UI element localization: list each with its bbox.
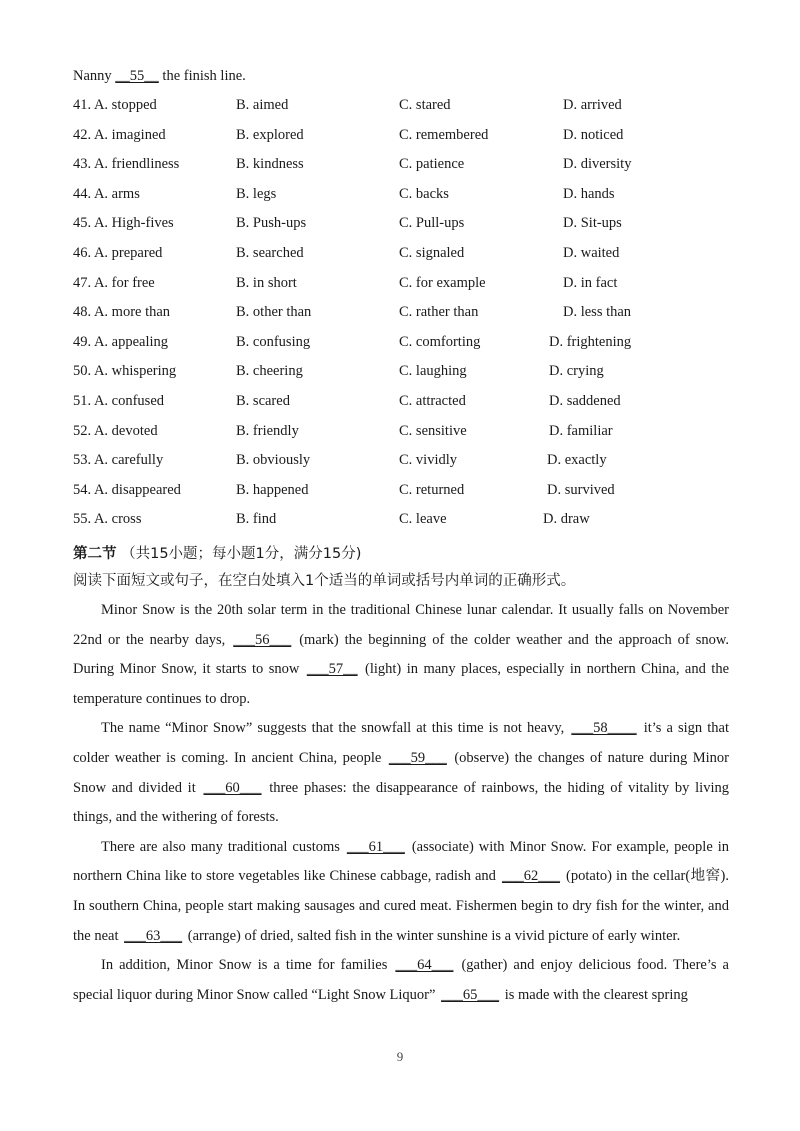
- intro-suffix: the finish line.: [158, 68, 246, 84]
- option-d: D. hands: [563, 185, 615, 202]
- blank-60: ___60___: [203, 779, 262, 796]
- paragraph-2: [73, 714, 729, 832]
- option-d: D. diversity: [563, 156, 632, 173]
- option-d: D. draw: [543, 511, 590, 528]
- option-a: 46. A. prepared: [73, 244, 163, 261]
- blank-63: ___63___: [124, 927, 183, 944]
- option-c: C. sensitive: [399, 422, 467, 439]
- option-d: D. survived: [547, 481, 615, 498]
- option-a: 55. A. cross: [73, 511, 142, 528]
- option-c: C. vividly: [399, 452, 458, 469]
- passage-text: is made with the clearest spring: [501, 986, 688, 1003]
- option-row: [73, 509, 753, 539]
- option-row: [73, 302, 753, 332]
- option-row: [73, 243, 753, 273]
- option-b: B. cheering: [236, 363, 303, 380]
- options-table: [73, 95, 753, 539]
- option-a: 44. A. arms: [73, 185, 140, 202]
- option-b: B. legs: [236, 185, 277, 202]
- option-row: [73, 95, 753, 125]
- option-a: 50. A. whispering: [73, 363, 177, 380]
- option-c: C. comforting: [399, 333, 481, 350]
- passage-text: (associate) with Minor Snow. For example, people in northern China like to store vegetables like Chinese cabbage, radish and: [73, 838, 729, 885]
- option-row: [73, 480, 753, 510]
- option-b: B. aimed: [236, 97, 289, 113]
- option-a: 43. A. friendliness: [73, 156, 180, 173]
- passage-text: There are also many traditional customs: [101, 838, 345, 855]
- option-d: D. familiar: [549, 422, 613, 439]
- option-c: C. stared: [399, 97, 451, 113]
- passage: [73, 596, 729, 1010]
- option-b: B. happened: [236, 481, 309, 498]
- option-b: B. explored: [236, 126, 304, 143]
- blank-56: ___56___: [233, 631, 292, 648]
- option-a: 51. A. confused: [73, 392, 165, 409]
- option-b: B. Push-ups: [236, 215, 307, 232]
- option-a: 45. A. High-fives: [73, 215, 174, 232]
- option-b: B. searched: [236, 244, 304, 261]
- option-a: 47. A. for free: [73, 274, 155, 291]
- option-b: B. scared: [236, 392, 290, 409]
- option-d: D. exactly: [547, 452, 607, 469]
- option-c: C. attracted: [399, 392, 466, 409]
- passage-text: (arrange) of dried, salted fish in the winter sunshine is a vivid picture of early winter.: [184, 927, 681, 944]
- option-c: C. patience: [399, 156, 465, 173]
- option-c: C. backs: [399, 185, 449, 202]
- option-row: [73, 332, 753, 362]
- blank-59: ___59___: [388, 749, 447, 766]
- option-b: B. find: [236, 511, 277, 528]
- option-d: D. less than: [563, 304, 632, 321]
- option-a: 41. A. stopped: [73, 97, 157, 113]
- option-d: D. waited: [563, 244, 620, 261]
- option-row: [73, 125, 753, 155]
- passage-text: (observe) the changes of nature during Minor Snow and divided it: [73, 749, 729, 796]
- passage-text: it’s a sign that colder weather is coming. In ancient China, people: [73, 720, 729, 766]
- option-row: [73, 154, 753, 184]
- option-row: [73, 273, 753, 303]
- paragraph-1: [73, 596, 729, 714]
- paragraph-3: [73, 833, 729, 951]
- option-row: [73, 213, 753, 243]
- option-c: C. remembered: [399, 126, 489, 143]
- option-b: B. obviously: [236, 452, 311, 469]
- intro-prefix: Nanny: [73, 68, 116, 84]
- option-c: C. returned: [399, 481, 465, 498]
- passage-text: (mark) the beginning of the colder weather and the approach of snow. During Minor Snow, it starts to snow: [73, 631, 729, 678]
- option-c: C. Pull-ups: [399, 215, 465, 232]
- option-c: C. leave: [399, 511, 447, 528]
- blank-57: ___57__: [306, 661, 358, 678]
- option-d: D. crying: [549, 363, 604, 380]
- option-b: B. in short: [236, 274, 297, 291]
- option-b: B. other than: [236, 304, 312, 321]
- option-d: D. arrived: [563, 97, 622, 113]
- option-d: D. frightening: [549, 333, 632, 350]
- option-c: C. signaled: [399, 244, 465, 261]
- option-d: D. noticed: [563, 126, 624, 143]
- blank-64: ___64___: [395, 957, 454, 974]
- option-a: 54. A. disappeared: [73, 481, 181, 498]
- option-c: C. laughing: [399, 363, 467, 380]
- passage-text: three phases: the disappearance of rainbows, the hiding of vitality by living things, and the withering of forests.: [73, 779, 729, 826]
- blank-58: ___58____: [571, 720, 637, 737]
- section-title: 第二节: [73, 546, 117, 562]
- option-row: [73, 361, 753, 391]
- blank-62: ___62___: [501, 868, 560, 885]
- blank-61: ___61___: [346, 838, 405, 855]
- passage-text: Minor Snow is the 20th solar term in the traditional Chinese lunar calendar. It usually falls on November 22nd or the nearby days,: [73, 602, 729, 648]
- section-scoring: （共15小题；每小题1分，满分15分): [121, 546, 362, 562]
- passage-text: (light) in many places, especially in northern China, and the temperature continues to drop.: [73, 661, 730, 707]
- option-row: [73, 450, 753, 480]
- option-d: D. saddened: [549, 392, 621, 409]
- section-instruction: 阅读下面短文或句子，在空白处填入1个适当的单词或括号内单词的正确形式。: [73, 573, 576, 589]
- paragraph-4: [73, 951, 729, 1010]
- passage-text: (gather) and enjoy delicious food. There’s a special liquor during Minor Snow called “Light Snow Liquor”: [73, 957, 729, 1003]
- option-a: 49. A. appealing: [73, 333, 169, 350]
- option-row: [73, 421, 753, 451]
- option-a: 52. A. devoted: [73, 422, 158, 439]
- section-heading: [73, 544, 361, 564]
- intro-line: [73, 66, 246, 86]
- blank-65: ___65___: [441, 986, 500, 1003]
- passage-text: (potato) in the cellar(地窖). In southern China, people start making sausages and cured meat. Fishermen begin to dry fish for the winter, and the neat: [73, 868, 730, 944]
- blank-55: __55__: [115, 68, 159, 84]
- option-b: B. confusing: [236, 333, 311, 350]
- option-d: D. Sit-ups: [563, 215, 622, 232]
- option-a: 53. A. carefully: [73, 452, 164, 469]
- option-a: 42. A. imagined: [73, 126, 166, 143]
- option-row: [73, 391, 753, 421]
- option-b: B. kindness: [236, 156, 304, 173]
- passage-text: The name “Minor Snow” suggests that the snowfall at this time is not heavy,: [101, 720, 570, 737]
- passage-text: In addition, Minor Snow is a time for families: [101, 957, 394, 974]
- page-number: 9: [396, 1049, 404, 1064]
- option-c: C. for example: [399, 274, 486, 291]
- option-b: B. friendly: [236, 422, 299, 439]
- option-a: 48. A. more than: [73, 304, 171, 321]
- option-c: C. rather than: [399, 304, 479, 321]
- option-d: D. in fact: [563, 274, 618, 291]
- option-row: [73, 184, 753, 214]
